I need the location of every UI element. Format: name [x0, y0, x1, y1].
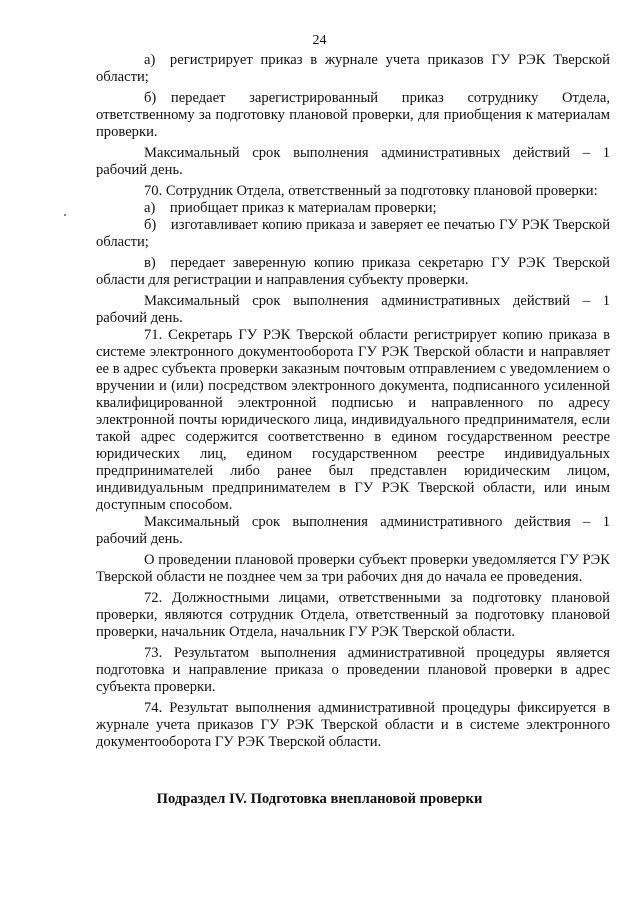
clause-74: 74. Результат выполнения административной процедуры фиксируется в журнале учета приказов ГУ РЭК Тверской области и в системе электронного документооборота ГУ РЭК Тверской области.: [96, 700, 610, 750]
item-a-register-order: а) регистрирует приказ в журнале учета приказов ГУ РЭК Тверской области;: [96, 52, 610, 85]
clause-70: 70. Сотрудник Отдела, ответственный за подготовку плановой проверки:: [144, 183, 598, 199]
scan-speck: [64, 214, 66, 216]
section-heading: Подраздел IV. Подготовка внеплановой проверки: [156, 791, 483, 807]
item-a-attach-order: а) приобщает приказ к материалам проверки;: [144, 200, 437, 216]
deadline-paragraph: Максимальный срок выполнения административных действий – 1 рабочий день.: [96, 145, 610, 178]
item-c-pass-copy: в) передает заверенную копию приказа секретарю ГУ РЭК Тверской области для регистрации и направления субъекту проверки.: [96, 255, 610, 288]
page-number: 24: [312, 33, 327, 48]
clause-72: 72. Должностными лицами, ответственными за подготовку плановой проверки, являются сотрудник Отдела, ответственный за подготовку плановой проверки, начальник Отдела, начальник ГУ РЭК Тверской области.: [96, 590, 610, 640]
deadline-paragraph: Максимальный срок выполнения административных действий – 1 рабочий день.: [96, 293, 610, 326]
clause-71: 71. Секретарь ГУ РЭК Тверской области регистрирует копию приказа в системе электронного документооборота ГУ РЭК Тверской области и направляет ее в адрес субъекта проверки заказным почтовым отправлением с уведомлением о вручении и (или) посредством электронного документа, подписанного усиленной квалифицированной электронной подписью и направленного по адресу электронной почты юридического лица, индивидуального предпринимателя, если такой адрес содержится соответственно в едином государственном реестре юридических лиц, едином государственном реестре индивидуальных предпринимателей либо ранее был представлен юридическим лицом, индивидуальным предпринимателем в ГУ РЭК Тверской области, или иным доступным способом.: [96, 327, 610, 513]
deadline-paragraph: Максимальный срок выполнения административного действия – 1 рабочий день.: [96, 514, 610, 547]
item-b-copy-order: б) изготавливает копию приказа и заверяет ее печатью ГУ РЭК Тверской области;: [96, 217, 610, 250]
item-b-transfer-order: б) передает зарегистрированный приказ сотруднику Отдела, ответственному за подготовку плановой проверки, для приобщения к материалам проверки.: [96, 90, 610, 140]
clause-73: 73. Результатом выполнения административной процедуры является подготовка и направление приказа о проведении плановой проверки в адрес субъекта проверки.: [96, 645, 610, 695]
notification-paragraph: О проведении плановой проверки субъект проверки уведомляется ГУ РЭК Тверской области не позднее чем за три рабочих дня до начала ее проведения.: [96, 552, 610, 585]
document-body: [96, 52, 610, 751]
